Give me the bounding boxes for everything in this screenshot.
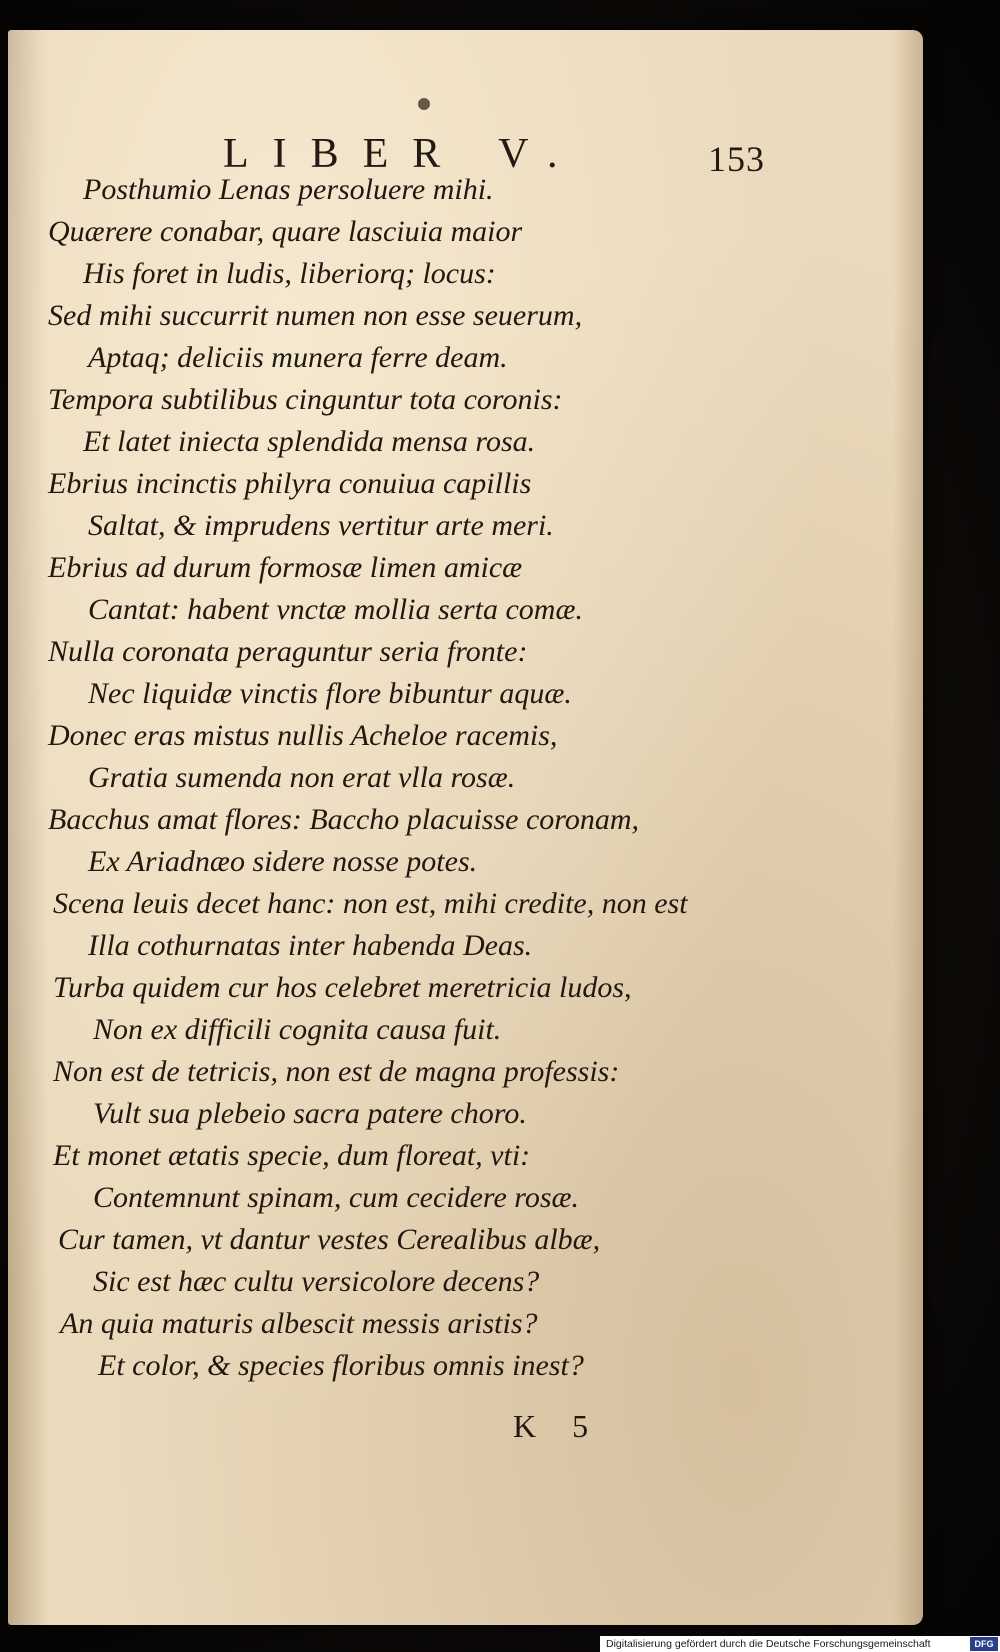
verse-line: Illa cothurnatas inter habenda Deas. [88,929,533,962]
page-number: 153 [708,139,765,179]
verse-line: Cur tamen, vt dantur vestes Cerealibus albæ, [58,1223,601,1256]
verse-line: Vult sua plebeio sacra patere choro. [93,1097,527,1130]
verse-line: Quærere conabar, quare lasciuia maior [48,215,523,248]
verse-line: Saltat, & imprudens vertitur arte meri. [88,509,554,542]
dfg-logo: DFG [970,1637,998,1651]
verse-line: Nulla coronata peraguntur seria fronte: [48,635,528,668]
verse-line: Gratia sumenda non erat vlla rosæ. [88,761,516,794]
verse-line: An quia maturis albescit messis aristis? [60,1307,538,1340]
verse-line: Donec eras mistus nullis Acheloe racemis, [48,719,558,752]
verse-line: Posthumio Lenas persoluere mihi. [83,173,494,206]
signature-mark: K 5 [513,1408,603,1444]
verse-text [8,30,923,1625]
verse-line: Et latet iniecta splendida mensa rosa. [83,425,536,458]
verse-line: Contemnunt spinam, cum cecidere rosæ. [93,1181,580,1214]
verse-line: Ebrius ad durum formosæ limen amicæ [48,551,523,584]
verse-line: Sed mihi succurrit numen non esse seuerum, [48,299,583,332]
verse-line: Scena leuis decet hanc: non est, mihi credite, non est [53,887,688,920]
footer-credit: Digitalisierung gefördert durch die Deutsche Forschungsgemeinschaft [606,1638,931,1650]
verse-line: His foret in ludis, liberiorq; locus: [83,257,496,290]
verse-line: Non est de tetricis, non est de magna professis: [53,1055,620,1088]
verse-line: Ebrius incinctis philyra conuiua capillis [48,467,532,500]
book-page [8,30,923,1625]
running-title: LIBER V. [223,131,582,177]
verse-line: Tempora subtilibus cinguntur tota coronis: [48,383,563,416]
verse-line: Nec liquidæ vinctis flore bibuntur aquæ. [88,677,572,710]
verse-line: Ex Ariadnæo sidere nosse potes. [88,845,478,878]
verse-line: Bacchus amat flores: Baccho placuisse coronam, [48,803,639,836]
verse-line: Cantat: habent vnctæ mollia serta comæ. [88,593,583,626]
verse-line: Sic est hæc cultu versicolore decens? [93,1265,540,1298]
verse-line: Et monet ætatis specie, dum floreat, vti: [53,1139,531,1172]
verse-line: Aptaq; deliciis munera ferre deam. [88,341,508,374]
verse-line: Turba quidem cur hos celebret meretricia ludos, [53,971,632,1004]
verse-line: Non ex difficili cognita causa fuit. [93,1013,502,1046]
verse-line: Et color, & species floribus omnis inest? [98,1349,584,1382]
